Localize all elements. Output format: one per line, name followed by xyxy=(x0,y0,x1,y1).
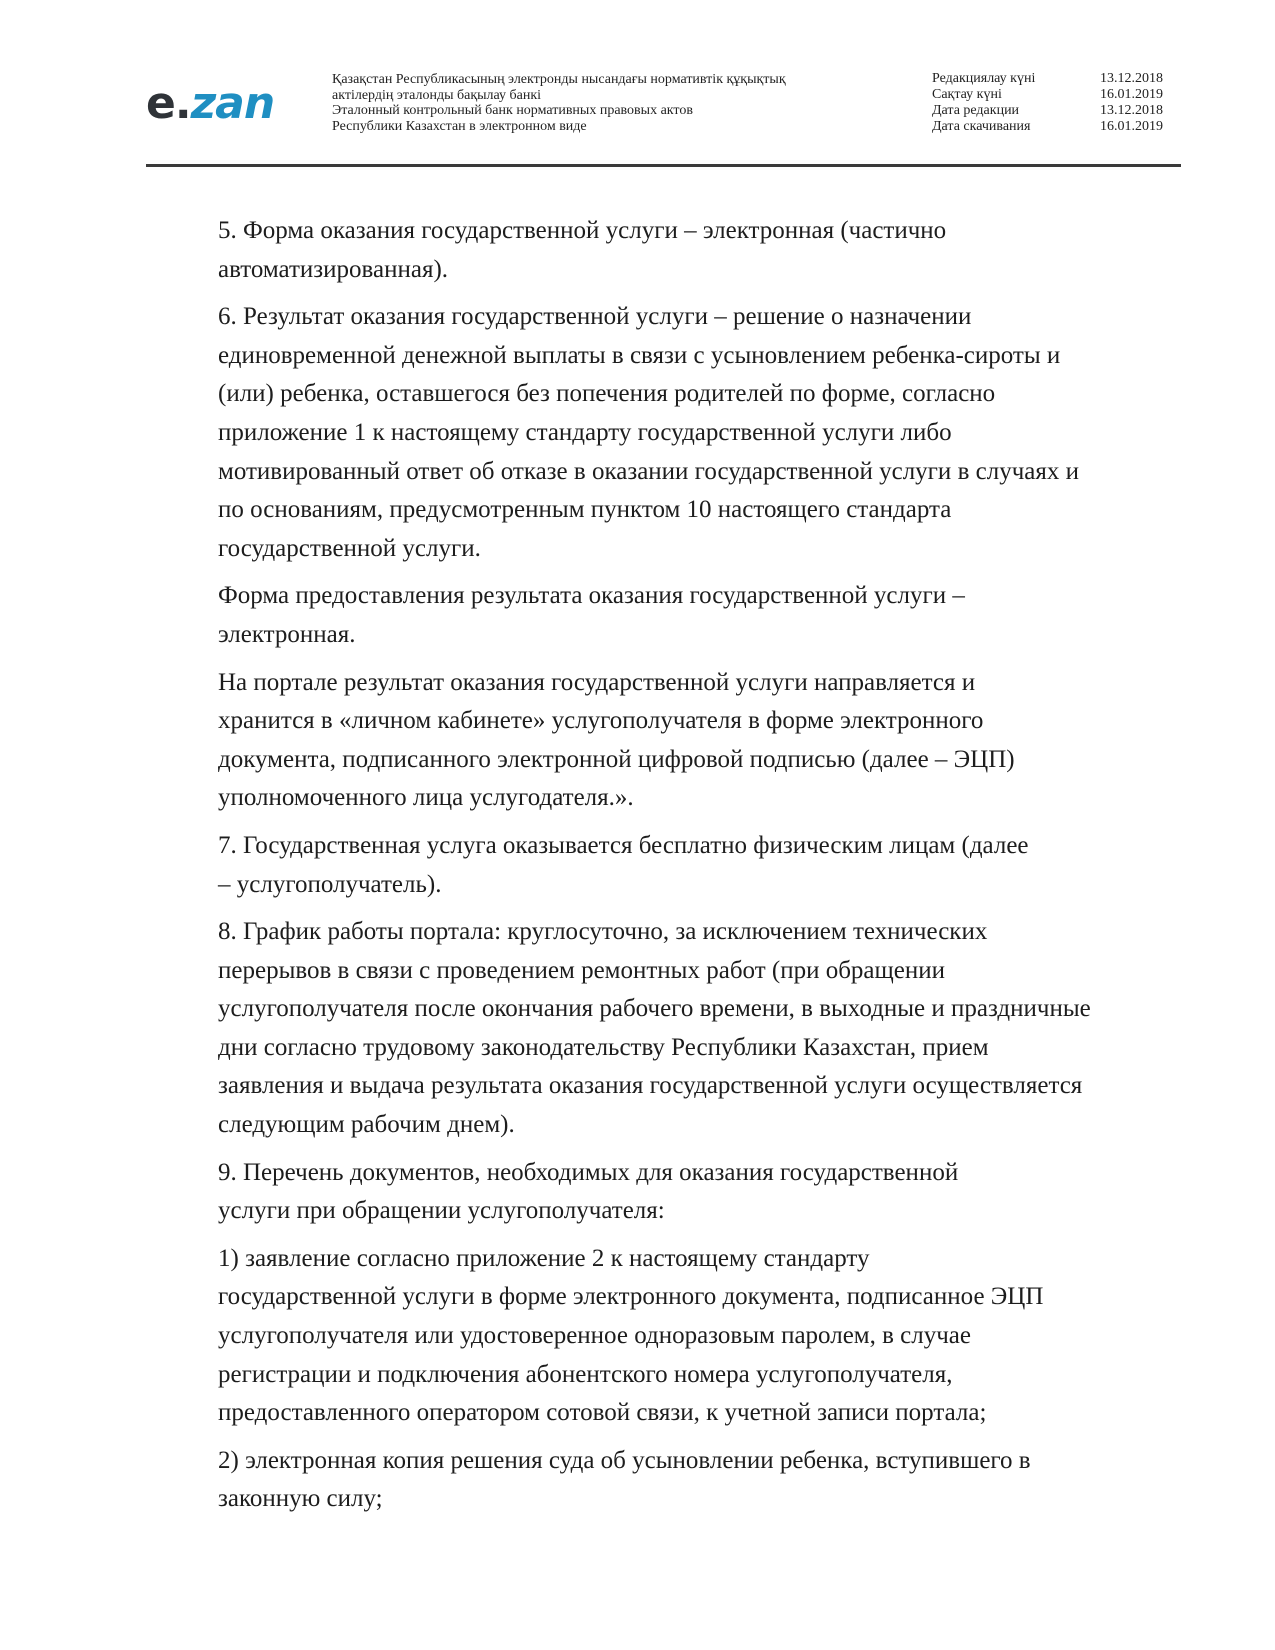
paragraph-item-6 xyxy=(146,298,1181,568)
paragraph-subitem-2 xyxy=(146,1442,1181,1519)
text-line: автоматизированная). xyxy=(218,255,449,283)
text-line: 2) электронная копия решения суда об усыновлении ребенка, вступившего в xyxy=(218,1446,1031,1474)
meta-label: Сақтау күні xyxy=(932,87,1002,102)
meta-label: Дата редакции xyxy=(932,103,1020,118)
meta-row-download-date-ru xyxy=(932,119,1182,135)
text-line: перерывов в связи с проведением ремонтных работ (при обращении xyxy=(218,956,946,984)
text-line: услуги при обращении услугополучателя: xyxy=(218,1197,665,1225)
text-line: мотивированный ответ об отказе в оказании государственной услуги в случаях и xyxy=(218,457,1079,485)
text-line: услугополучателя или удостоверенное одноразовым паролем, в случае xyxy=(218,1322,972,1350)
meta-value: 16.01.2019 xyxy=(1100,119,1163,134)
header-description-line: актілердің эталонды бақылау банкі xyxy=(332,87,542,103)
text-line: 8. График работы портала: круглосуточно, за исключением технических xyxy=(218,918,988,946)
text-line: государственной услуги. xyxy=(218,534,481,562)
text-line: приложение 1 к настоящему стандарту государственной услуги либо xyxy=(218,418,952,446)
meta-value: 13.12.2018 xyxy=(1100,71,1163,86)
meta-row-edit-date-kz xyxy=(932,71,1182,87)
paragraph-subitem-1 xyxy=(146,1240,1181,1433)
paragraph-result-form xyxy=(146,577,1181,654)
text-line: дни согласно трудовому законодательству Республики Казахстан, прием xyxy=(218,1033,989,1061)
meta-row-save-date-kz xyxy=(932,87,1182,103)
text-line: 9. Перечень документов, необходимых для оказания государственной xyxy=(218,1158,959,1186)
text-line: регистрации и подключения абонентского номера услугополучателя, xyxy=(218,1360,953,1388)
header-description xyxy=(332,72,892,134)
paragraph-item-5 xyxy=(146,212,1181,289)
text-line: следующим рабочим днем). xyxy=(218,1111,515,1139)
meta-value: 13.12.2018 xyxy=(1100,103,1163,118)
header-description-line: Эталонный контрольный банк нормативных правовых актов xyxy=(332,103,693,118)
text-line: предоставленного оператором сотовой связи, к учетной записи портала; xyxy=(218,1399,987,1427)
ezan-logo xyxy=(146,78,275,129)
header-divider xyxy=(146,164,1181,167)
text-line: единовременной денежной выплаты в связи с усыновлением ребенка-сироты и xyxy=(218,341,1061,369)
paragraph-item-7 xyxy=(146,827,1181,904)
text-line: Форма предоставления результата оказания государственной услуги – xyxy=(218,582,965,610)
header-description-line: Республики Казахстан в электронном виде xyxy=(332,118,587,134)
text-line: 5. Форма оказания государственной услуги – электронная (частично xyxy=(218,217,947,244)
meta-label: Дата скачивания xyxy=(932,119,1031,134)
paragraph-item-8 xyxy=(146,913,1181,1145)
page-header xyxy=(146,68,1181,164)
document-body xyxy=(146,212,1181,1528)
header-description-line: Қазақстан Республикасының электронды нысандағы нормативтік құқықтық xyxy=(332,72,786,87)
text-line: На портале результат оказания государственной услуги направляется и xyxy=(218,668,976,696)
logo-part-e: e xyxy=(146,78,175,129)
text-line: (или) ребенка, оставшегося без попечения родителей по форме, согласно xyxy=(218,380,996,408)
text-line: по основаниям, предусмотренным пунктом 10 настоящего стандарта xyxy=(218,496,952,524)
text-line: хранится в «личном кабинете» услугополучателя в форме электронного xyxy=(218,707,984,735)
paragraph-portal-result xyxy=(146,664,1181,818)
text-line: электронная. xyxy=(218,620,356,648)
text-line: законную силу; xyxy=(218,1485,383,1513)
text-line: документа, подписанного электронной цифровой подписью (далее – ЭЦП) xyxy=(218,745,1015,773)
meta-label: Редакциялау күні xyxy=(932,71,1036,86)
text-line: услугополучателя после окончания рабочего времени, в выходные и праздничные xyxy=(218,995,1091,1023)
meta-row-edit-date-ru xyxy=(932,103,1182,119)
text-line: заявления и выдача результата оказания государственной услуги осуществляется xyxy=(218,1072,1083,1100)
header-meta xyxy=(932,71,1182,135)
text-line: 1) заявление согласно приложение 2 к настоящему стандарту xyxy=(218,1244,870,1272)
text-line: 6. Результат оказания государственной услуги – решение о назначении xyxy=(218,303,972,331)
paragraph-item-9 xyxy=(146,1154,1181,1231)
text-line: государственной услуги в форме электронного документа, подписанное ЭЦП xyxy=(218,1283,1044,1311)
meta-value: 16.01.2019 xyxy=(1100,87,1163,102)
text-line: 7. Государственная услуга оказывается бесплатно физическим лицам (далее xyxy=(218,831,1029,859)
logo-part-zan: zan xyxy=(190,78,275,129)
text-line: – услугополучатель). xyxy=(218,870,442,898)
text-line: уполномоченного лица услугодателя.». xyxy=(218,784,634,812)
logo-dot: . xyxy=(174,78,191,129)
